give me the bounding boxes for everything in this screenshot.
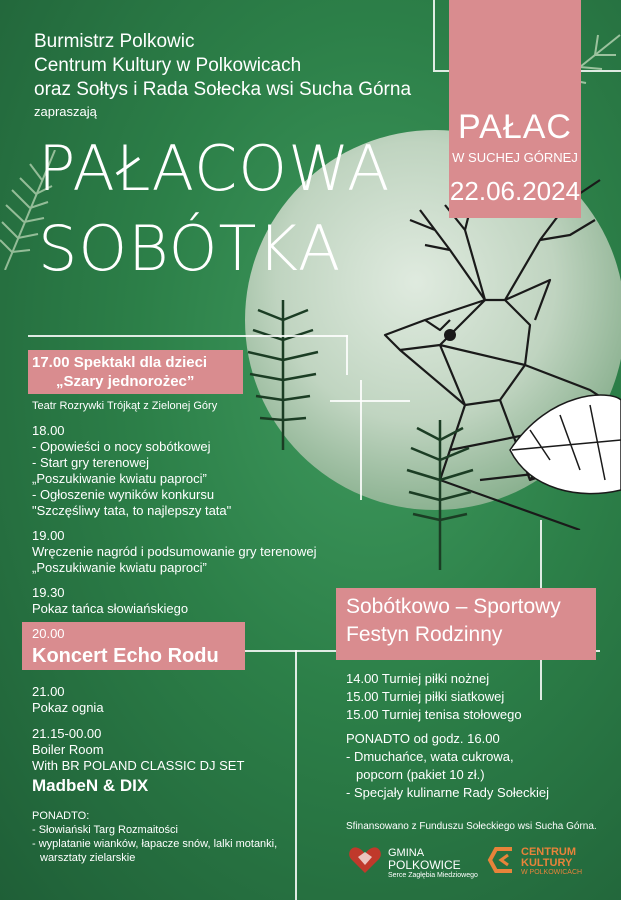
dj-names: MadbeN & DIX	[32, 776, 149, 795]
frame-line	[346, 335, 348, 375]
fern-bottom-center	[395, 420, 485, 570]
festyn-title-line-2: Festyn Rodzinny	[346, 623, 503, 646]
frame-line	[360, 380, 362, 500]
block-2115-item: Boiler Room	[32, 742, 104, 757]
title-line-2: SOBÓTKA	[38, 212, 342, 285]
ck-logo-line-2: KULTURY	[521, 857, 573, 869]
sport-item: 15.00 Turniej piłki siatkowej	[346, 689, 505, 704]
right-also-item: - Specjały kulinarne Rady Sołeckiej	[346, 785, 550, 800]
block-18-item: "Szczęśliwy tata, to najlepszy tata"	[32, 503, 232, 518]
ck-logo-line-3: W POLKOWICACH	[521, 869, 583, 876]
kids-show-time: 17.00 Spektakl dla dzieci	[32, 354, 208, 371]
block-2115-item: With BR POLAND CLASSIC DJ SET	[32, 758, 245, 773]
venue-name: PAŁAC	[458, 108, 572, 146]
right-also-item: - Dmuchańce, wata cukrowa,	[346, 749, 514, 764]
ck-logo-icon	[486, 845, 516, 875]
gmina-logo-line-2: POLKOWICE	[388, 858, 461, 872]
block-18-time: 18.00	[32, 423, 65, 438]
invite-text: zapraszają	[34, 104, 97, 119]
gmina-logo-line-3: Serce Zagłębia Miedziowego	[388, 872, 478, 879]
concert-title: Koncert Echo Rodu	[32, 645, 219, 667]
block-1930-time: 19.30	[32, 585, 65, 600]
block-18-item: - Ogłoszenie wyników konkursu	[32, 487, 215, 502]
frame-line	[28, 335, 348, 337]
organizer-line-2: Centrum Kultury w Polkowicach	[34, 55, 302, 76]
fern-center	[238, 300, 328, 450]
also-label: PONADTO:	[32, 810, 90, 822]
title-line-1: PAŁACOWA	[38, 132, 391, 205]
gmina-heart-icon	[348, 845, 382, 875]
block-19-item: „Poszukiwanie kwiatu paproci”	[32, 560, 207, 575]
block-18-item: - Start gry terenowej	[32, 455, 150, 470]
frame-line	[433, 0, 435, 70]
right-also-item: popcorn (pakiet 10 zł.)	[356, 767, 485, 782]
concert-time: 20.00	[32, 626, 65, 641]
organizer-line-3: oraz Sołtys i Rada Sołecka wsi Sucha Górna	[34, 79, 412, 100]
also-item: - Słowiański Targ Rozmaitości	[32, 824, 178, 836]
block-21-time: 21.00	[32, 684, 65, 699]
block-18-item: - Opowieści o nocy sobótkowej	[32, 439, 211, 454]
block-19-time: 19.00	[32, 528, 65, 543]
kids-show-title: „Szary jednorożec”	[56, 373, 195, 390]
also-item: warsztaty zielarskie	[40, 852, 136, 864]
gmina-logo-line-1: GMINA	[388, 847, 425, 859]
also-item: - wyplatanie wianków, łapacze snów, lalki motanki,	[32, 838, 278, 850]
organizer-line-1: Burmistrz Polkowic	[34, 31, 195, 52]
right-also-label: PONADTO od godz. 16.00	[346, 731, 500, 746]
festyn-title-line-1: Sobótkowo – Sportowy	[346, 595, 561, 618]
frame-line	[330, 400, 410, 402]
block-21-item: Pokaz ognia	[32, 700, 104, 715]
frame-line	[295, 650, 297, 900]
venue-badge	[449, 0, 581, 218]
funding-note: Sfinansowano z Funduszu Sołeckiego wsi Sucha Górna.	[346, 821, 597, 832]
event-date: 22.06.2024	[449, 176, 581, 206]
block-19-item: Wręczenie nagród i podsumowanie gry terenowej	[32, 544, 317, 559]
venue-place: W SUCHEJ GÓRNEJ	[452, 150, 578, 165]
kids-show-theatre: Teatr Rozrywki Trójkąt z Zielonej Góry	[32, 400, 218, 412]
ck-logo-line-1: CENTRUM	[521, 846, 576, 858]
block-2115-time: 21.15-00.00	[32, 726, 102, 741]
sport-item: 14.00 Turniej piłki nożnej	[346, 671, 490, 686]
block-18-item: „Poszukiwanie kwiatu paproci”	[32, 471, 207, 486]
sport-item: 15.00 Turniej tenisa stołowego	[346, 707, 522, 722]
block-1930-item: Pokaz tańca słowiańskiego	[32, 601, 189, 616]
